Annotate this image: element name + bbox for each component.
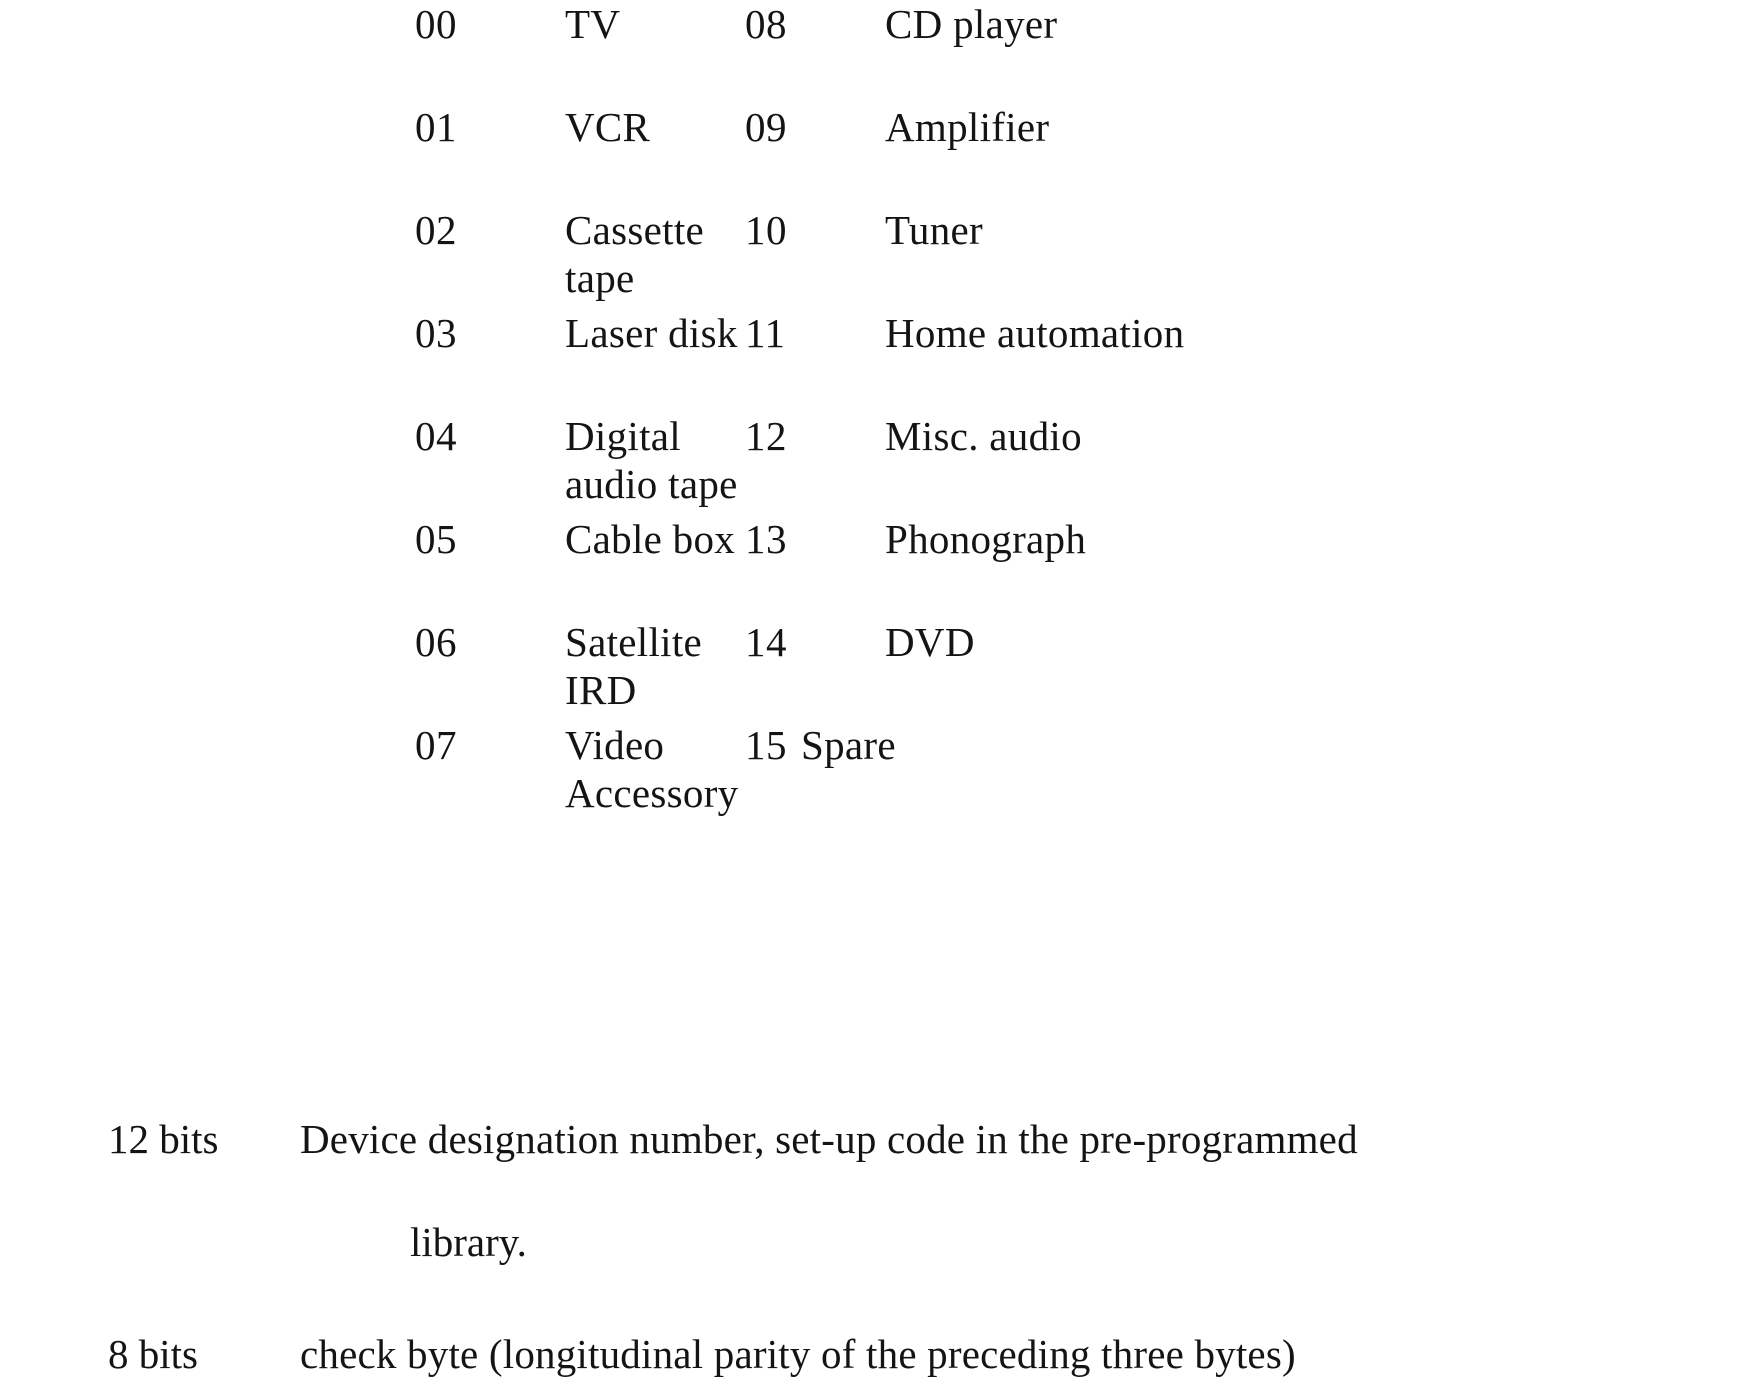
device-name: Digital audio tape xyxy=(565,413,738,507)
device-name: Amplifier xyxy=(885,104,1050,150)
code-entry-right xyxy=(745,618,975,666)
table-row xyxy=(0,412,1760,515)
code-entry-right xyxy=(745,206,983,254)
device-name: Cable box xyxy=(565,516,736,562)
code-entry-left xyxy=(0,103,745,151)
device-code: 03 xyxy=(415,310,457,356)
bits-description-continued: library. xyxy=(410,1219,527,1265)
code-entry-left xyxy=(0,206,745,302)
table-row xyxy=(0,103,1760,206)
table-row xyxy=(0,309,1760,412)
field-description-12bits xyxy=(0,1115,1760,1163)
device-name: VCR xyxy=(565,104,651,150)
device-name: Spare xyxy=(801,722,896,768)
device-code: 04 xyxy=(415,413,457,459)
code-entry-right xyxy=(745,515,1086,563)
device-code: 14 xyxy=(745,619,787,665)
device-name: Video Accessory xyxy=(565,722,739,816)
device-code: 08 xyxy=(745,1,787,47)
table-row xyxy=(0,515,1760,618)
device-name: Laser disk xyxy=(565,310,738,356)
code-entry-right xyxy=(745,309,1184,357)
code-entry-left xyxy=(0,412,745,508)
device-code: 07 xyxy=(415,722,457,768)
device-code: 06 xyxy=(415,619,457,665)
code-entry-left xyxy=(0,309,745,357)
device-name: CD player xyxy=(885,1,1058,47)
device-name: TV xyxy=(565,1,621,47)
field-description-12bits-cont xyxy=(0,1218,1760,1266)
device-code: 05 xyxy=(415,516,457,562)
field-row xyxy=(0,1115,1760,1163)
device-code: 00 xyxy=(415,1,457,47)
bits-description: Device designation number, set-up code in the pre-programmed xyxy=(300,1116,1358,1162)
device-name: Misc. audio xyxy=(885,413,1082,459)
device-code: 10 xyxy=(745,207,787,253)
field-row xyxy=(0,1330,1760,1378)
device-name: Tuner xyxy=(885,207,983,253)
table-row xyxy=(0,618,1760,721)
device-code: 12 xyxy=(745,413,787,459)
code-entry-left xyxy=(0,0,745,48)
bits-label: 8 bits xyxy=(108,1331,198,1377)
code-entry-right xyxy=(745,103,1049,151)
device-code: 09 xyxy=(745,104,787,150)
device-code: 01 xyxy=(415,104,457,150)
device-code: 02 xyxy=(415,207,457,253)
code-entry-right xyxy=(745,721,896,769)
device-name: Cassette tape xyxy=(565,207,705,301)
bits-description: check byte (longitudinal parity of the preceding three bytes) xyxy=(300,1331,1296,1377)
device-name: Phonograph xyxy=(885,516,1087,562)
code-entry-right xyxy=(745,412,1082,460)
device-code: 11 xyxy=(745,310,786,356)
table-row xyxy=(0,721,1760,824)
device-code: 15 xyxy=(745,722,787,768)
field-description-8bits xyxy=(0,1330,1760,1378)
code-entry-left xyxy=(0,515,745,563)
code-entry-left xyxy=(0,618,745,714)
device-name: DVD xyxy=(885,619,975,665)
table-row xyxy=(0,206,1760,309)
device-code: 13 xyxy=(745,516,787,562)
bits-label: 12 bits xyxy=(108,1116,219,1162)
table-row xyxy=(0,0,1760,103)
code-entry-left xyxy=(0,721,745,817)
device-name: Home automation xyxy=(885,310,1185,356)
code-entry-right xyxy=(745,0,1057,48)
device-name: Satellite IRD xyxy=(565,619,703,713)
